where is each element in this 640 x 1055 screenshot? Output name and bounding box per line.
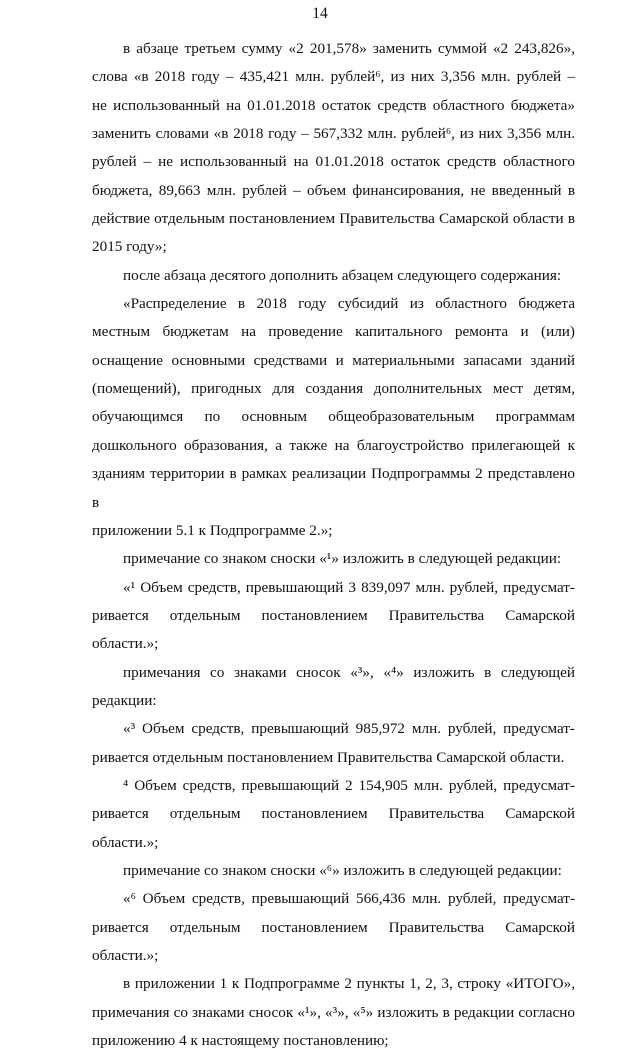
text-line-content: приложению 4 к настоящему постановлению; [92, 1032, 389, 1050]
text-line [92, 35, 575, 63]
document-body [92, 35, 579, 1055]
text-line [92, 715, 575, 743]
page-number: 14 [312, 5, 328, 22]
text-line [92, 120, 575, 148]
text-line-content: «⁶ Объем средств, превышающий 566,436 млн. рублей, предусмат- [123, 890, 575, 908]
text-line [92, 403, 575, 431]
text-line [92, 432, 575, 460]
text-line [92, 574, 575, 602]
text-line [92, 602, 579, 659]
text-line-content: обучающимся по основным общеобразовательным программам [92, 408, 575, 426]
text-line-content: «Распределение в 2018 году субсидий из областного бюджета [123, 295, 575, 313]
text-line [92, 800, 579, 857]
text-line-content: дошкольного образования, а также на благоустройство прилегающей к [92, 436, 575, 454]
text-line-content: в абзаце третьем сумму «2 201,578» заменить суммой «2 243,826», [123, 40, 575, 57]
text-line [92, 318, 575, 346]
text-line-content: зданиям территории в рамках реализации Подпрограммы 2 представлено в [92, 465, 579, 511]
text-line [92, 772, 575, 800]
text-line [92, 517, 575, 545]
text-line [92, 290, 575, 318]
text-line-content: в приложении 1 к Подпрограмме 2 пункты 1, 2, 3, строку «ИТОГО», [123, 975, 575, 993]
text-line [92, 659, 579, 716]
text-line-content: (помещений), пригодных для создания дополнительных мест детям, [92, 380, 575, 398]
text-line [92, 148, 575, 176]
text-line-content: ривается отдельным постановлением Правительства Самарской области.»; [92, 918, 579, 964]
text-line [92, 375, 575, 403]
text-line-content: оснащение основными средствами и материальными запасами зданий [92, 351, 575, 369]
text-line-content: ривается отдельным постановлением Правительства Самарской области.»; [92, 805, 579, 851]
text-line-content: ривается отдельным постановлением Правительства Самарской области.»; [92, 606, 579, 653]
text-line [92, 999, 575, 1027]
text-line-content: после абзаца десятого дополнить абзацем следующего содержания: [123, 266, 562, 284]
text-line-content: местным бюджетам на проведение капитального ремонта и (или) [92, 323, 575, 341]
text-line [92, 970, 575, 998]
text-line-content: бюджета, 89,663 млн. рублей – объем финансирования, не введенный в [92, 181, 575, 199]
text-line-content: рублей – не использованный на 01.01.2018 остаток средств областного [92, 153, 575, 171]
text-line [92, 347, 575, 375]
text-line-content: 2015 году»; [92, 238, 167, 256]
text-line-content: ривается отдельным постановлением Правительства Самарской области. [92, 748, 565, 766]
text-line-content: заменить словами «в 2018 году – 567,332 млн. рублей⁶, из них 3,356 млн. [92, 125, 575, 143]
text-line-content: действие отдельным постановлением Правительства Самарской области в [92, 210, 575, 228]
text-line-content: слова «в 2018 году – 435,421 млн. рублей⁶, из них 3,356 млн. рублей – [92, 68, 575, 86]
text-line [92, 744, 575, 772]
text-line [92, 460, 579, 517]
text-line-content: примечания со знаками сносок «³», «⁴» изложить в следующей редакции: [92, 663, 579, 709]
text-line [92, 545, 575, 573]
text-line [92, 63, 575, 91]
text-line [92, 262, 575, 290]
text-line-content: приложении 5.1 к Подпрограмме 2.»; [92, 521, 333, 539]
text-line-content: ⁴ Объем средств, превышающий 2 154,905 млн. рублей, предусмат- [123, 776, 575, 794]
text-line [92, 1027, 575, 1055]
text-line-content: «³ Объем средств, превышающий 985,972 млн. рублей, предусмат- [123, 720, 575, 738]
text-line-content: примечание со знаком сноски «⁶» изложить в следующей редакции: [123, 861, 562, 879]
text-line [92, 233, 575, 261]
text-line [92, 857, 575, 885]
text-line [92, 914, 579, 971]
text-line [92, 205, 575, 233]
text-line [92, 92, 575, 120]
text-line [92, 177, 575, 205]
text-line-content: не использованный на 01.01.2018 остаток средств областного бюджета» [92, 96, 575, 114]
text-line-content: примечание со знаком сноски «¹» изложить в следующей редакции: [123, 550, 562, 568]
text-line-content: примечания со знаками сносок «¹», «³», «⁵» изложить в редакции согласно [92, 1003, 575, 1021]
text-line-content: «¹ Объем средств, превышающий 3 839,097 млн. рублей, предусмат- [123, 578, 575, 596]
text-line [92, 885, 575, 913]
